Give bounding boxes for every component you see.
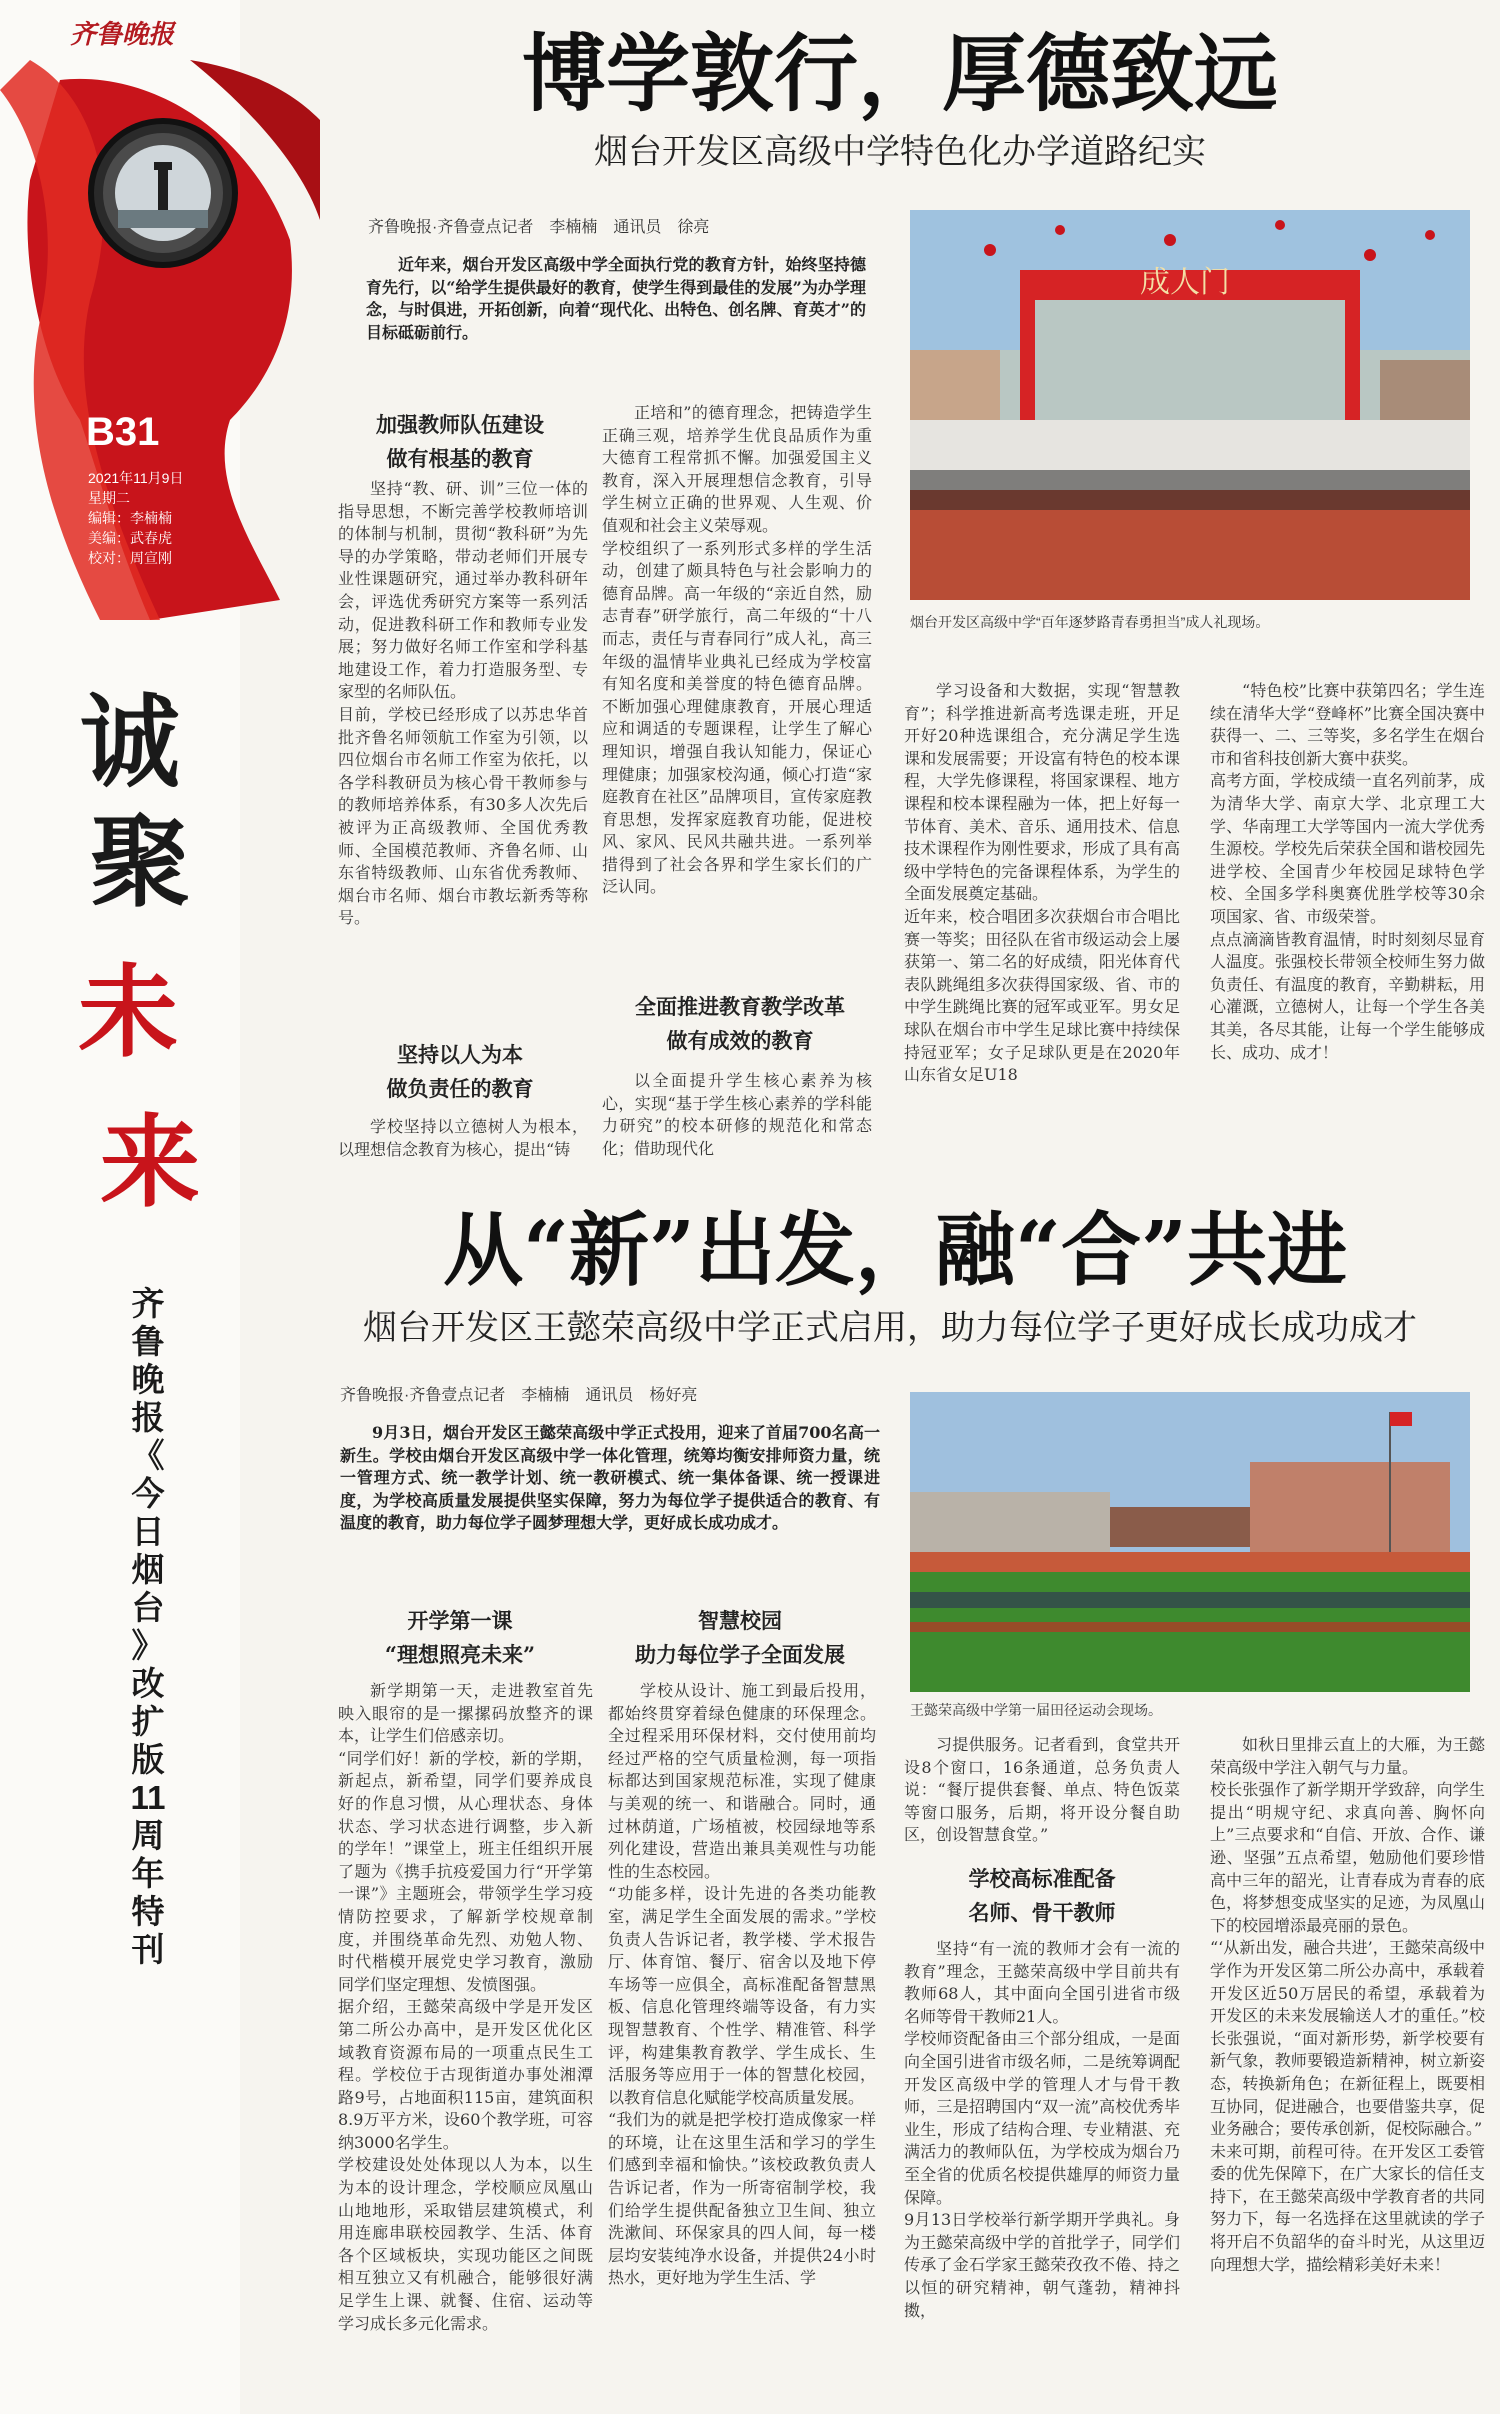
arch-text: 成人门 — [1140, 265, 1230, 300]
page-number: B31 — [86, 410, 160, 454]
article1-col2: 正培和”的德育理念，把铸造学生正确三观，培养学生优良品质作为重大德育工程常抓不懈。加强爱国主义教育，深入开展理想信念教育，引导学生树立正确的世界观、人生观、价值观和社会主义荣辱观。 学校组织了一系列形式多样的学生活动，创建了颇具特色与社会影响力的德育品牌。高一年级的“亲近自然，励志青春”研学旅行，高二年级的“十八而志，责任与青春同行”成人礼，高三年级的温情毕业典礼已经成为学校富有知名度和美誉度的特色德育品牌。不断加强心理健康教育，开展心理适应和调适的专题课程，让学生了解心理知识，增强自我认知能力，保证心理健康；加强家校沟通，倾心打造“家庭教育在社区”品牌项目，宣传家庭教育思想，发挥家庭教育功能，促进校风、家风、民风共融共进。一系列举措得到了社会各界和学生家长们的广泛认同。 — [602, 403, 872, 897]
article2-col3: 习提供服务。记者看到，食堂共开设8个窗口，16条通道，总务负责人说：“餐厅提供套餐、单点、特色饭菜等窗口服务，后期，将开设分餐自助区，创设智慧食堂。” — [904, 1735, 1180, 1844]
article2-subhead-3: 学校高标准配备 名师、骨干教师 — [968, 1866, 1116, 1925]
slogan-char-1: 诚 — [80, 683, 180, 801]
article1-byline: 齐鲁晚报·齐鲁壹点记者 李楠楠 通讯员 徐亮 — [368, 219, 710, 236]
article2-title: 从“新”出发，融“合”共进 — [442, 1203, 1348, 1297]
edition-weekday: 星期二 — [88, 490, 130, 506]
article2-subhead-1: 开学第一课 “理想照亮未来” — [384, 1608, 536, 1667]
article2-col1: 新学期第一天，走进教室首先映入眼帘的是一摞摞码放整齐的课本，让学生们倍感亲切。 “同学们好！新的学校，新的学期，新起点，新希望，同学们要养成良好的作息习惯，从心理状态、身体状态、学习状态进行调整，步入新的学年！”课堂上，班主任组织开展了题为《携手抗疫爱国力行“开学第一课”》主题班会，带领学生学习疫情防控要求，了解新学校规章制度，并围绕革命先烈、劝勉人物、时代楷模开展党史学习教育，激励同学们坚定理想、发愤图强。 据介绍，王懿荣高级中学是开发区第二所公办高中，是开发区优化区域教育资源布局的一项重点民生工程。学校位于古现街道办事处湘潭路9号，占地面积115亩，建筑面积8.9万平方米，设60个教学班，可容纳3000名学生。 学校建设处处体现以人为本，以生为本的设计理念，学校顺应凤凰山山地地形，采取错层建筑模式，利用连廊串联校园教学、生活、体育各个区域板块，实现功能区之间既相互独立又有机融合，能够很好满足学生上课、就餐、住宿、运动等学习成长多元化需求。 — [338, 1681, 593, 2333]
slogan-char-3: 未 — [78, 953, 178, 1071]
article2-col3b: 坚持“有一流的教师才会有一流的教育”理念，王懿荣高级中学目前共有教师68人，其中面向全国引进省市级名师等骨干教师21人。 学校师资配备由三个部分组成，一是面向全国引进省市级名师，二是统筹调配开发区高级中学的管理人才与骨干教师，三是招聘国内“双一流”高校优秀毕业生，形成了结构合理、专业精湛、充满活力的教师队伍，为学校成为烟台乃至全省的优质名校提供雄厚的师资力量保障。 9月13日学校举行新学期开学典礼。身为王懿荣高级中学的首批学子，同学们传承了金石学家王懿荣孜孜不倦、持之以恒的研究精神，朝气蓬勃，精神抖擞， — [904, 1939, 1180, 2320]
article2-subhead-2: 智慧校园 助力每位学子全面发展 — [635, 1608, 845, 1667]
lighthouse-lens-icon — [88, 118, 238, 268]
vertical-anniversary-title: 齐 鲁 晚 报 《 今 日 烟 台 》 改 扩 版 11 周 年 特 刊 — [130, 1285, 166, 1968]
article2-byline: 齐鲁晚报·齐鲁壹点记者 李楠楠 通讯员 杨好亮 — [340, 1387, 698, 1404]
article1-subhead-2: 坚持以人为本 做负责任的教育 — [386, 1042, 534, 1101]
article2-col2: 学校从设计、施工到最后投用，都始终贯穿着绿色健康的环保理念。全过程采用环保材料，交付使用前均经过严格的空气质量检测，每一项指标都达到国家规范标准，实现了健康与美观的统一、和谐融合。同时，通过林荫道，广场植被，校园绿地等系列化建设，营造出兼具美观性与功能性的生态校园。 “功能多样，设计先进的各类功能教室，满足学生全面发展的需求。”学校负责人告诉记者，教学楼、学术报告厅、体育馆、餐厅、宿舍以及地下停车场等一应俱全，高标准配备智慧黑板、信息化管理终端等设备，有力实现智慧教育、个性学、精准管、科学评，构建集教育教学、学生成长、生活服务等应用于一体的智慧化校园，以教育信息化赋能学校高质量发展。 “我们为的就是把学校打造成像家一样的环境，让在这里生活和学习的学生们感到幸福和愉快。”该校政教负责人告诉记者，作为一所寄宿制学校，我们给学生提供配备独立卫生间、独立洗漱间、环保家具的四人间，每一楼层均安装纯净水设备，并提供24小时热水，更好地为学生生活、学 — [608, 1681, 876, 2288]
editor-credit: 编辑：李楠楠 — [88, 510, 172, 526]
article1-photo — [910, 210, 1470, 600]
article1-subhead-3: 全面推进教育教学改革 做有成效的教育 — [635, 994, 845, 1053]
article1-col3: 学习设备和大数据，实现“智慧教育”；科学推进新高考选课走班，开足开好20种选课组合，充分满足学生选课和发展需要；开设富有特色的校本课程，大学先修课程，将国家课程、地方课程和校本课程融为一体，把上好每一节体育、美术、音乐、通用技术、信息技术课程作为刚性要求，形成了具有高级中学特色的完备课程体系，为学生的全面发展奠定基础。 近年来，校合唱团多次获烟台市合唱比赛一等奖；田径队在省市级运动会上屡获第一、第二名的好成绩，阳光体育代表队跳绳组多次获得国家级、省、市的中学生跳绳比赛的冠军或亚军。男女足球队在烟台市中学生足球比赛中持续保持冠亚军；女子足球队更是在2020年山东省女足U18 — [904, 681, 1180, 1085]
proof-credit: 校对：周宣刚 — [88, 550, 172, 566]
article1-subhead-1: 加强教师队伍建设 做有根基的教育 — [376, 412, 544, 471]
article2-lead: 9月3日，烟台开发区王懿荣高级中学正式投用，迎来了首届700名高一新生。学校由烟台开发区高级中学一体化管理，统筹均衡安排师资力量，统一管理方式、统一教学计划、统一教研模式、统一集体备课、统一授课进度，为学校高质量发展提供坚实保障，努力为每位学子提供适合的教育、有温度的教育，助力每位学子圆梦理想大学，更好成长成功成才。 — [340, 1423, 880, 1533]
article1-col1b: 学校坚持以立德树人为根本，以理想信念教育为核心，提出“铸 — [338, 1117, 588, 1159]
article1-col4: “特色校”比赛中获第四名；学生连续在清华大学“登峰杯”比赛全国决赛中获得一、二、三等奖，多名学生在烟台市和省科技创新大赛中获奖。 高考方面，学校成绩一直名列前茅，成为清华大学、南京大学、北京理工大学、华南理工大学等国内一流大学优秀生源校。学校先后荣获全国和谐校园先进学校、全国青少年校园足球特色学校、全国多学科奥赛优胜学校等30余项国家、省、市级荣誉。 点点滴滴皆教育温情，时时刻刻尽显育人温度。张强校长带领全校师生努力做负责任、有温度的教育，辛勤耕耘，用心灌溉，立德树人，让每一个学生各美其美，各尽其能，让每一个学生能够成长、成功、成才！ — [1210, 681, 1485, 1062]
article1-photo-caption: 烟台开发区高级中学“百年逐梦路青春勇担当”成人礼现场。 — [910, 614, 1270, 630]
slogan-char-4: 来 — [100, 1103, 200, 1221]
edition-meta — [88, 468, 183, 568]
article2-photo — [910, 1392, 1470, 1692]
edition-date: 2021年11月9日 — [88, 470, 184, 486]
sidebar — [0, 0, 240, 2414]
article1-lead: 近年来，烟台开发区高级中学全面执行党的教育方针，始终坚持德育先行，以“给学生提供最好的教育，使学生得到最佳的发展”为办学理念，与时俱进，开拓创新，向着“现代化、出特色、创名牌、育英才”的目标砥砺前行。 — [366, 255, 866, 342]
article1-col1 — [338, 478, 588, 1038]
designer-credit: 美编：武春虎 — [88, 530, 172, 546]
article1-col1-text: 坚持“教、研、训”三位一体的指导思想，不断完善学校教师培训的体制与机制，贯彻“教科研”为先导的办学策略，带动老师们开展专业性课题研究，通过举办教科研年会，评选优秀研究方案等一系列活动，促进教科研工作和教师专业发展；努力做好名师工作室和学科基地建设工作，着力打造服务型、专家型的名师队伍。 目前，学校已经形成了以苏忠华首批齐鲁名师领航工作室为引领，以四位烟台市名师工作室为依托，以各学科教研员为核心骨干教师参与的教师培养体系，有30多人次先后被评为正高级教师、全国优秀教师、全国模范教师、齐鲁名师、山东省特级教师、山东省优秀教师、烟台市名师、烟台市教坛新秀等称号。 — [338, 479, 588, 928]
article1-col2b: 以全面提升学生核心素养为核心，实现“基于学生核心素养的学科能力研究”的校本研修的规范化和常态化；借助现代化 — [602, 1071, 872, 1158]
article1-subtitle: 烟台开发区高级中学特色化办学道路纪实 — [594, 133, 1206, 171]
article2-photo-caption: 王懿荣高级中学第一届田径运动会现场。 — [910, 1702, 1162, 1718]
article1-title: 博学敦行，厚德致远 — [521, 24, 1278, 123]
article2-col4: 如秋日里排云直上的大雁，为王懿荣高级中学注入朝气与力量。 校长张强作了新学期开学致辞，向学生提出“明规守纪、求真向善、胸怀向上”三点要求和“自信、开放、合作、谦逊、坚强”五点希望，勉励他们要珍惜高中三年的韶光，让青春成为青春的底色，将梦想变成坚实的足迹，为凤凰山下的校园增添最亮丽的景色。 “‘从新出发，融合共进’，王懿荣高级中学作为开发区第二所公办高中，承载着开发区近50万居民的希望，承载着为开发区的未来发展输送人才的重任。”校长张强说，“面对新形势，新学校要有新气象，教师要锻造新精神，树立新姿态，转换新角色；在新征程上，既要相互协同，促进融合，也要借鉴共享，促业务融合；要传承创新，促校际融合。” 未来可期，前程可待。在开发区工委管委的优先保障下，在广大家长的信任支持下，在王懿荣高级中学教育者的共同努力下，每一名选择在这里就读的学子将开启不负韶华的奋斗时光，从这里迈向理想大学，描绘精彩美好未来！ — [1210, 1735, 1485, 2274]
masthead-logo: 齐鲁晚报 — [70, 20, 175, 50]
slogan-char-2: 聚 — [90, 803, 190, 921]
article2-subtitle: 烟台开发区王懿荣高级中学正式启用，助力每位学子更好成长成功成才 — [363, 1309, 1417, 1347]
